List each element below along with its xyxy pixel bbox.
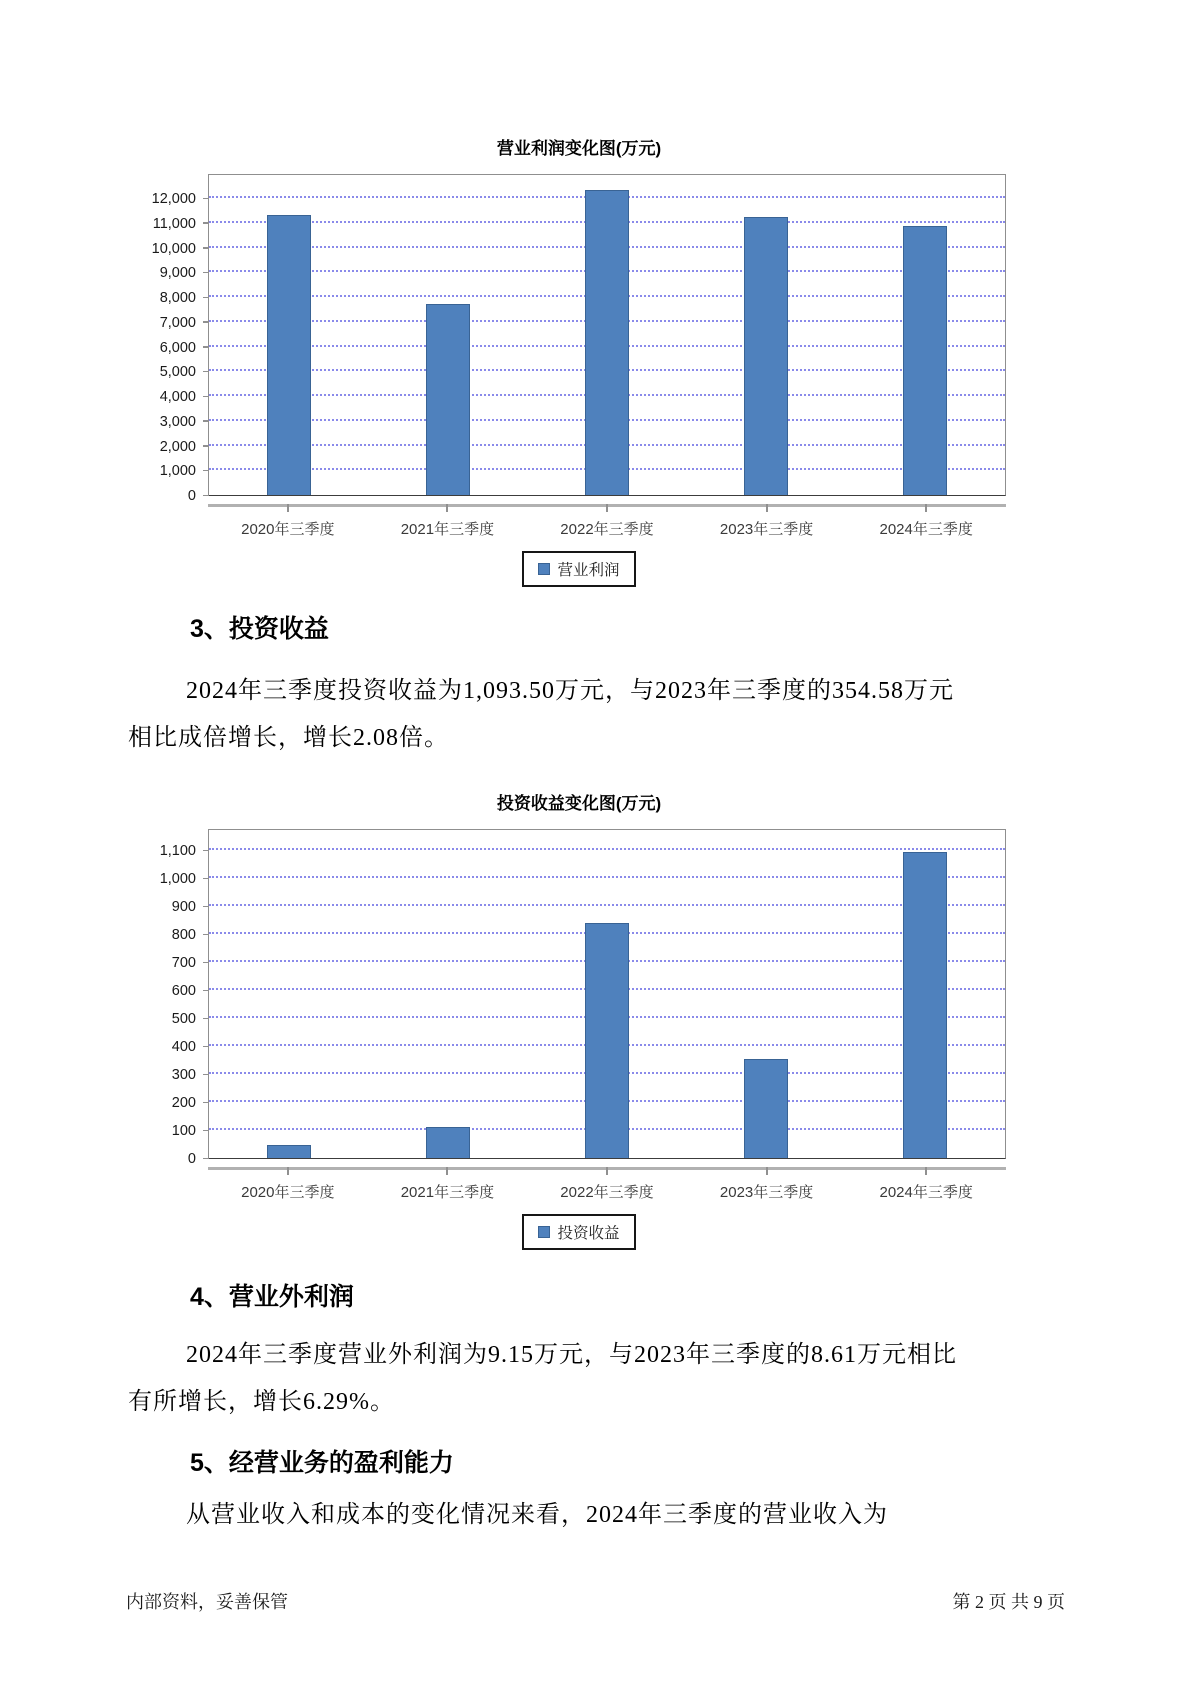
legend-swatch-icon (538, 563, 550, 575)
bar-2024年三季度 (903, 852, 947, 1158)
x-axis-tick (287, 1167, 289, 1175)
bar-2021年三季度 (426, 304, 470, 495)
y-axis-tick (203, 198, 209, 200)
y-axis-tick-label: 0 (187, 488, 196, 504)
y-axis-tick-label: 800 (171, 927, 196, 943)
bar-2020年三季度 (267, 215, 311, 495)
y-axis-tick-label: 2,000 (159, 438, 196, 455)
y-axis-tick (203, 247, 209, 249)
y-axis-tick (203, 906, 209, 908)
y-axis-tick (203, 850, 209, 852)
x-axis-category-label: 2024年三季度 (879, 521, 973, 538)
y-axis-tick-label: 6,000 (159, 339, 196, 356)
y-axis-labels (150, 174, 202, 504)
section-paragraph-profitability: 从营业收入和成本的变化情况来看，2024年三季度的营业收入为 (186, 1502, 888, 1528)
chart-title: 投资收益变化图(万元) (496, 794, 662, 813)
y-axis-tick-label: 12,000 (151, 191, 196, 207)
plot-area (208, 174, 1006, 496)
gridline (209, 876, 1005, 878)
y-axis-tick-label: 100 (171, 1123, 196, 1139)
y-axis-tick (203, 445, 209, 447)
x-axis-tick (766, 1167, 768, 1175)
chart-title: 营业利润变化图(万元) (496, 139, 662, 158)
section-paragraph-investment-income: 2024年三季度投资收益为1,093.50万元，与2023年三季度的354.58万元相比成倍增长，增长2.08倍。 (128, 678, 954, 751)
y-axis-tick (203, 934, 209, 936)
y-axis-tick (203, 371, 209, 373)
bar-2024年三季度 (903, 226, 947, 495)
y-axis-tick (203, 1102, 209, 1104)
y-axis-tick-label: 300 (171, 1067, 196, 1083)
y-axis-labels (150, 829, 202, 1167)
y-axis-tick (203, 1158, 209, 1160)
chart-plot-row (150, 829, 1008, 1167)
x-axis-category-label: 2020年三季度 (241, 521, 335, 538)
x-axis-labels (208, 518, 1006, 539)
bar-2023年三季度 (744, 1059, 788, 1158)
gridline (209, 904, 1005, 906)
x-axis-line (208, 504, 1006, 512)
legend-label: 投资收益 (557, 1225, 620, 1242)
x-axis-tick (446, 1167, 448, 1175)
y-axis-tick (203, 1074, 209, 1076)
y-axis-tick-label: 1,100 (159, 843, 196, 859)
y-axis-tick-label: 900 (171, 899, 196, 915)
y-axis-tick-label: 500 (171, 1011, 196, 1027)
x-axis-category-label: 2024年三季度 (879, 1184, 973, 1201)
y-axis-tick-label: 8,000 (159, 290, 196, 306)
section-paragraph-non-operating-profit: 2024年三季度营业外利润为9.15万元，与2023年三季度的8.61万元相比有所增长，增长6.29%。 (128, 1342, 957, 1415)
legend-label: 营业利润 (557, 562, 620, 579)
chart-plot-row (150, 174, 1008, 504)
x-axis-tick (606, 504, 608, 512)
x-axis-category-label: 2021年三季度 (400, 1184, 495, 1201)
y-axis-tick (203, 1130, 209, 1132)
y-axis-tick-label: 11,000 (152, 215, 196, 232)
section-heading-non-operating-profit: 4、营业外利润 (190, 1283, 354, 1311)
y-axis-tick (203, 990, 209, 992)
y-axis-tick-label: 1,000 (159, 463, 196, 480)
y-axis-tick-label: 5,000 (159, 364, 196, 381)
y-axis-tick (203, 222, 209, 224)
x-axis-tick (766, 504, 768, 512)
y-axis-tick-label: 10,000 (151, 240, 196, 257)
y-axis-tick (203, 962, 209, 964)
legend-swatch-icon (538, 1226, 550, 1238)
y-axis-tick (203, 321, 209, 323)
y-axis-tick (203, 420, 209, 422)
bar-2021年三季度 (426, 1127, 470, 1158)
y-axis-tick-label: 600 (171, 983, 196, 999)
y-axis-tick-label: 1,000 (159, 871, 196, 887)
x-axis-tick (925, 504, 927, 512)
y-axis-tick-label: 7,000 (159, 314, 196, 331)
x-axis-category-label: 2023年三季度 (719, 521, 814, 538)
x-axis-tick (606, 1167, 608, 1175)
y-axis-tick (203, 878, 209, 880)
y-axis-tick (203, 297, 209, 299)
x-axis-tick (925, 1167, 927, 1175)
plot-area (208, 829, 1006, 1159)
y-axis-tick (203, 1046, 209, 1048)
y-axis-tick-label: 4,000 (159, 389, 196, 405)
y-axis-tick-label: 700 (171, 955, 196, 971)
x-axis-category-label: 2023年三季度 (719, 1184, 814, 1201)
x-axis-category-label: 2022年三季度 (560, 521, 654, 538)
y-axis-tick (203, 495, 209, 497)
x-axis-category-label: 2021年三季度 (400, 521, 495, 538)
y-axis-tick (203, 1018, 209, 1020)
y-axis-tick-label: 9,000 (159, 265, 196, 282)
x-axis-labels (208, 1181, 1006, 1202)
y-axis-tick (203, 272, 209, 274)
x-axis-tick (446, 504, 448, 512)
page-footer (126, 1588, 1065, 1614)
y-axis-tick-label: 0 (187, 1151, 196, 1167)
y-axis-tick (203, 346, 209, 348)
y-axis-tick-label: 400 (171, 1039, 196, 1055)
legend (522, 1214, 635, 1250)
legend (522, 551, 635, 587)
gridline (209, 848, 1005, 850)
section-heading-profitability: 5、经营业务的盈利能力 (190, 1449, 454, 1477)
bar-2020年三季度 (267, 1145, 311, 1158)
x-axis-tick (287, 504, 289, 512)
section-heading-investment-income: 3、投资收益 (190, 615, 329, 643)
x-axis-line (208, 1167, 1006, 1175)
bar-2022年三季度 (585, 923, 629, 1158)
x-axis-category-label: 2020年三季度 (241, 1184, 335, 1201)
y-axis-tick (203, 396, 209, 398)
footer-page-number: 第 2 页 共 9 页 (952, 1592, 1065, 1612)
footer-confidential-note: 内部资料，妥善保管 (126, 1592, 288, 1612)
y-axis-tick-label: 200 (171, 1095, 196, 1111)
investment-income-chart (150, 793, 1008, 1250)
operating-profit-chart (150, 138, 1008, 587)
y-axis-tick-label: 3,000 (159, 413, 196, 430)
bar-2022年三季度 (585, 190, 629, 495)
bar-2023年三季度 (744, 217, 788, 495)
x-axis-category-label: 2022年三季度 (560, 1184, 654, 1201)
y-axis-tick (203, 470, 209, 472)
